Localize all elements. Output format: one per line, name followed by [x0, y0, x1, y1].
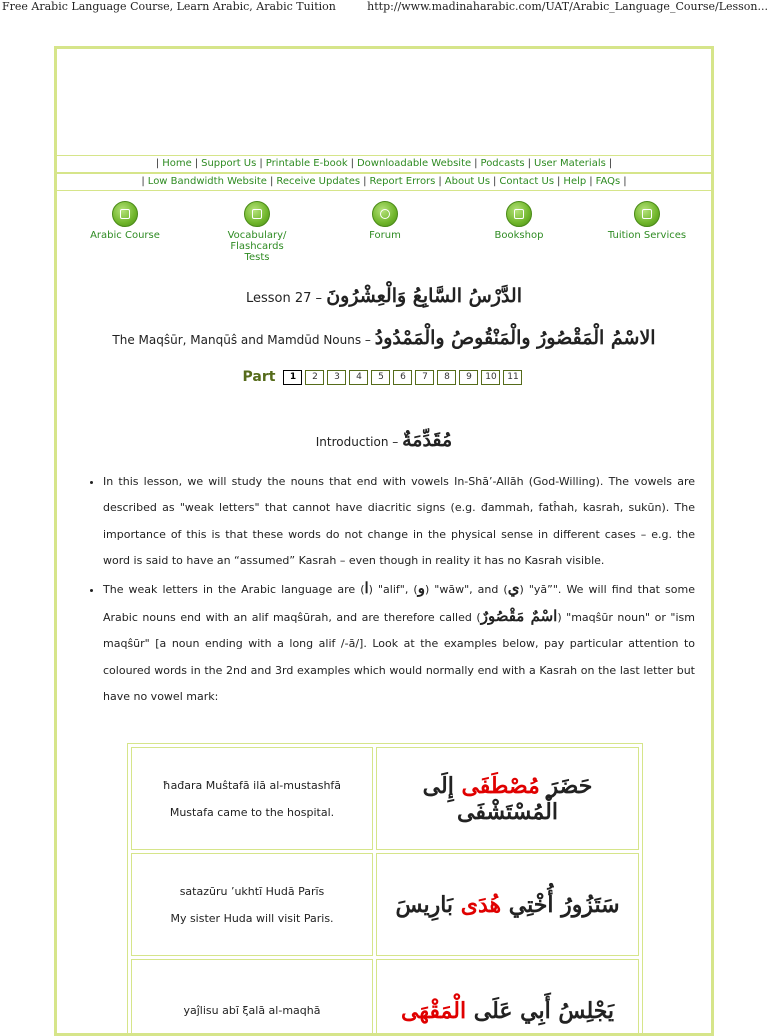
example-text-cell	[131, 747, 373, 850]
example-translation: Mustafa came to the hospital.	[169, 805, 335, 819]
part-link-4[interactable]: 4	[349, 370, 368, 385]
examples-table	[127, 743, 643, 1036]
nav-home[interactable]: Home	[162, 158, 192, 169]
part-list	[283, 370, 525, 385]
top-nav-row-1: | Home | Support Us | Printable E-book | Downloadable Website | Podcasts | User Materials |	[57, 155, 711, 173]
icon-link-label: Arabic Course	[90, 230, 160, 241]
introduction-ar: مُقَدِّمَةٌ	[402, 429, 453, 451]
highlighted-word: هُدَى	[460, 891, 502, 918]
icon-link-label: Tuition Services	[607, 230, 687, 241]
icon-link-bookshop[interactable]	[459, 201, 579, 241]
icon-link-label: Forum	[369, 230, 401, 241]
part-link-5[interactable]: 5	[371, 370, 390, 385]
part-link-6[interactable]: 6	[393, 370, 412, 385]
icon-link-forum[interactable]	[325, 201, 445, 241]
nav-user-materials[interactable]: User Materials	[534, 158, 606, 169]
icon-nav	[57, 201, 711, 261]
icon-link-label: Vocabulary/ Flashcards Tests	[227, 230, 287, 263]
nav-downloadable-website[interactable]: Downloadable Website	[356, 158, 472, 169]
highlighted-word: مُصْطَفَى	[461, 772, 540, 799]
nav-podcasts[interactable]: Podcasts	[480, 158, 525, 169]
nav-report-errors[interactable]: Report Errors	[369, 176, 436, 187]
nav-low-bandwidth[interactable]: Low Bandwidth Website	[147, 176, 267, 187]
arabic-waw: و	[417, 578, 425, 597]
example-text-cell	[131, 853, 373, 956]
nav-receive-updates[interactable]: Receive Updates	[276, 176, 361, 187]
lesson-content	[91, 469, 695, 711]
print-page-url: http://www.madinaharabic.com/UAT/Arabic_Language_Course/Lesson...	[367, 0, 768, 13]
part-link-10[interactable]: 10	[481, 370, 500, 385]
page-frame	[54, 46, 714, 1036]
part-link-1[interactable]: 1	[283, 370, 302, 385]
table-row	[131, 853, 639, 956]
part-link-8[interactable]: 8	[437, 370, 456, 385]
part-link-2[interactable]: 2	[305, 370, 324, 385]
nav-printable-ebook[interactable]: Printable E-book	[265, 158, 348, 169]
cart-icon	[506, 201, 532, 227]
arabic-alif: ا	[364, 578, 369, 597]
lesson-title	[57, 285, 711, 307]
nav-faqs[interactable]: FAQs	[595, 176, 621, 187]
part-link-9[interactable]: 9	[459, 370, 478, 385]
introduction-en: Introduction –	[315, 435, 399, 449]
example-transliteration: satazūru ’ukhtī Hudā Parīs	[179, 884, 325, 898]
arabic-ism-maqsur: اسْمٌ مَقْصُورٌ	[480, 607, 558, 626]
part-link-7[interactable]: 7	[415, 370, 434, 385]
example-transliteration: ħađara Muŝtafā ilā al-mustashfā	[162, 778, 342, 792]
top-nav-row-2: | Low Bandwidth Website | Receive Updates | Report Errors | About Us | Contact Us | Help | FAQs |	[57, 173, 711, 191]
lesson-subtitle-ar: الاسْمُ الْمَقْصُورُ والْمَنْقُوصُ والْمَمْدُودُ	[374, 327, 656, 349]
icon-link-vocabulary[interactable]	[197, 201, 317, 263]
print-page-title: Free Arabic Language Course, Learn Arabic, Arabic Tuition	[2, 0, 336, 13]
nav-help[interactable]: Help	[563, 176, 587, 187]
part-label: Part	[242, 369, 276, 385]
table-row	[131, 959, 639, 1036]
icon-link-label: Bookshop	[494, 230, 544, 241]
example-arabic-cell: يَجْلِسُ أَبِي عَلَى الْمَقْهَى	[376, 959, 639, 1036]
forum-icon	[372, 201, 398, 227]
part-pagination	[57, 369, 711, 385]
highlighted-word: الْمَقْهَى	[400, 997, 467, 1024]
icon-link-tuition[interactable]	[587, 201, 707, 241]
bullet-weak-letters-list: • The weak letters in the Arabic language are (ا) "alif", (و) "wāw", and (ي) "yā”". We will find that some Arabic nouns end with an alif maqŝūrah, and are therefore called (اسْمٌ مَقْصُورٌ) "maqŝūr noun" or "ism maqŝūr" [a noun ending with a long alif /-ā/]. Look at the examples below, pay particular attention to coloured words in the 2nd and 3rd examples which would normally end with a Kasrah on the last letter but have no vowel mark:	[103, 575, 695, 711]
part-link-3[interactable]: 3	[327, 370, 346, 385]
introduction-heading	[57, 429, 711, 451]
table-row	[131, 747, 639, 850]
example-transliteration: yaĵlisu abī ξalā al-maqhā	[183, 1004, 321, 1017]
example-translation: My sister Huda will visit Paris.	[170, 911, 334, 925]
nav-contact-us[interactable]: Contact Us	[499, 176, 555, 187]
arabic-ya: ي	[507, 578, 520, 597]
example-arabic-cell: سَتَزُورُ أُخْتِي هُدَى بَارِيسَ	[376, 853, 639, 956]
lesson-title-ar: الدَّرْسُ السَّابِعُ وَالْعِشْرُونَ	[326, 285, 523, 307]
bullet-weak-letters-intro: • In this lesson, we will study the nouns that end with vowels In-Shā’-Allāh (God-Willing). The vowels are described as "weak letters" that cannot have diacritic signs (e.g. đammah, fatĥah, kasrah, sukūn). The importance of this is that these words do not change in the physical sense in different cases – e.g. the word is said to have an “assumed” Kasrah – even though in reality it has no Kasrah visible.	[103, 469, 695, 575]
nav-support-us[interactable]: Support Us	[201, 158, 257, 169]
monitor-icon	[634, 201, 660, 227]
flashcards-icon	[244, 201, 270, 227]
lesson-subtitle	[57, 327, 711, 349]
lesson-title-en: Lesson 27 –	[245, 291, 323, 306]
print-header	[0, 0, 768, 16]
book-icon	[112, 201, 138, 227]
lesson-subtitle-en: The Maqŝūr, Manqūŝ and Mamdūd Nouns –	[112, 333, 371, 347]
example-text-cell	[131, 959, 373, 1036]
nav-about-us[interactable]: About Us	[444, 176, 491, 187]
icon-link-arabic-course[interactable]	[65, 201, 185, 241]
example-arabic-cell: حَضَرَ مُصْطَفَى إِلَى الْمُسْتَشْفَى	[376, 747, 639, 850]
part-link-11[interactable]: 11	[503, 370, 522, 385]
